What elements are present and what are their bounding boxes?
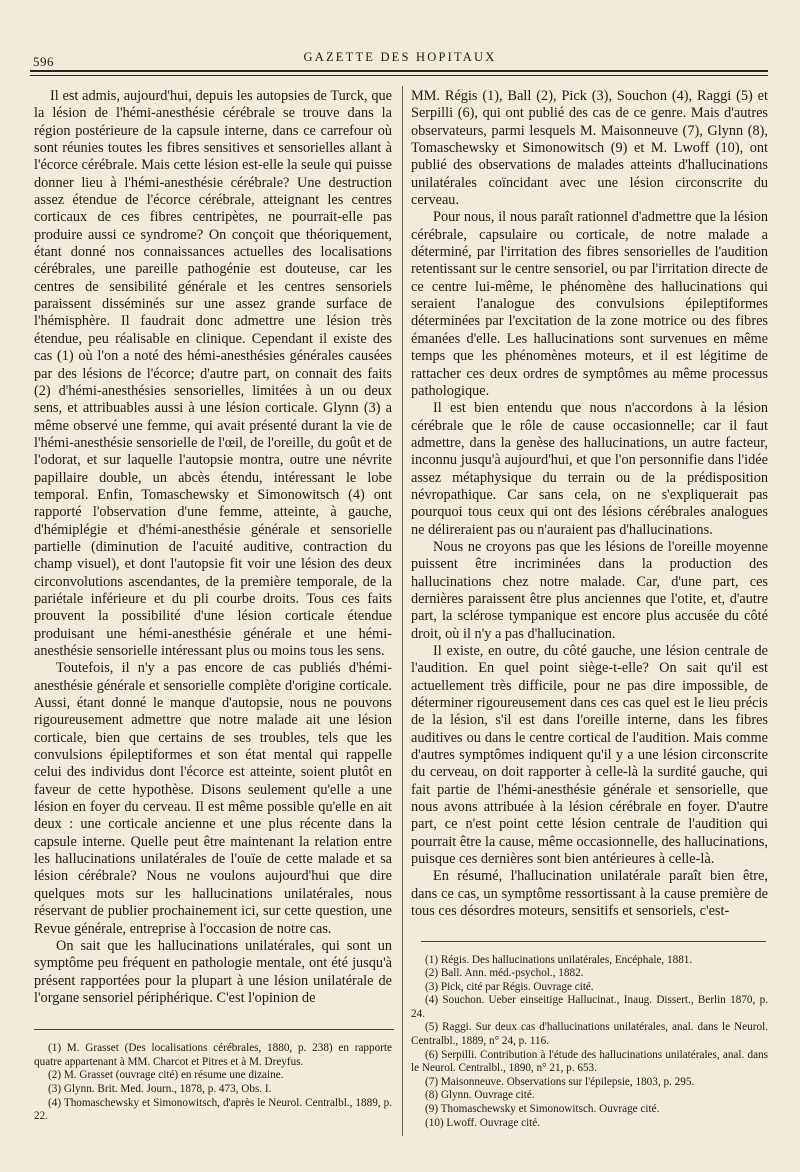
footnote: (9) Thomaschewsky et Simonowitsch. Ouvrage cité. [425,1103,660,1116]
footnote: (10) Lwoff. Ouvrage cité. [425,1116,541,1129]
paragraph: On sait que les hallucinations unilatérales, qui sont un symptôme peu fréquent en pathologie mentale, ont été jusqu'à présent rapportées pour la plupart à une lésion unilatérale de l'organe sensoriel périphérique. C'est l'opinion de [34,937,392,1006]
footnote: (7) Maisonneuve. Observations sur l'épilepsie, 1803, p. 295. [425,1075,695,1088]
footnote: (4) Souchon. Ueber einseitige Hallucinat., Inaug. Dissert., Berlin 1870, p. 24. [411,994,768,1020]
footnote: (3) Glynn. Brit. Med. Journ., 1878, p. 473, Obs. I. [48,1083,272,1095]
paragraph: Pour nous, il nous paraît rationnel d'admettre que la lésion cérébrale, capsulaire ou corticale, de notre malade a déterminé, par l'irritation des fibres sensorielles de l'audition retentissant sur le centre sensoriel, ou par l'irritation directe de ce centre lui-même, le phénomène des hallucinations qui seraient l'analogue des convulsions épileptiformes déterminées par l'excitation de la zone motrice ou des fibres émanées d'elle. Les hallucinations sont survenues en même temps que les phénomènes moteurs, et il est légitime de rattacher ces deux ordres de symptômes au même processus pathologique. [411,209,768,399]
paragraph: MM. Régis (1), Ball (2), Pick (3), Souchon (4), Raggi (5) et Serpilli (6), qui ont publié des cas de ce genre. Mais d'autres observateurs, parmi lesquels M. Maisonneuve (7), Glynn (8), Tomaschewsky et Simonowitsch (9) et M. Lwoff (10), ont publié des observations de malades atteints d'hallucinations unilatérales coïncidant avec une lésion circonscrite du cerveau. [411,88,768,209]
footnote: (5) Raggi. Sur deux cas d'hallucinations unilatérales, anal. dans le Neurol. Centralbl., 1889, n° 24, p. 116. [411,1021,768,1048]
right-body-text [411,88,768,921]
footnote: (2) Ball. Ann. méd.-psychol., 1882. [425,967,584,980]
right-column [411,88,768,1130]
paragraph: Il est admis, aujourd'hui, depuis les autopsies de Turck, que la lésion de l'hémi-anesthésie cérébrale se trouve dans la région postérieure de la capsule interne, dans ce carrefour où sont réunies toutes les fibres sensitives et sensorielles allant à l'écorce cérébrale. Mais cette lésion est-elle la seule qui puisse donner lieu à l'hémi-anesthésie cérébrale? Une destruction assez étendue de l'écorce cérébrale, atteignant les centres corticaux de ces fibres centripètes, ne pourrait-elle pas produire aussi ce syndrome? On conçoit que théoriquement, étant donné nos connaissances actuelles des localisations cérébrales, une pareille pathogénie est douteuse, car les centres de sensibilité générale et les centres sensoriels paraissent disséminés sur une assez grande surface de l'hémisphère. Il faudrait donc admettre une lésion très étendue, peu réalisable en clinique. Cependant il existe des cas (1) où l'on a noté des hémi-anesthésies générales causées par des lésions de l'écorce; d'autre part, on connait des faits (2) d'hémi-anesthésies sensorielles, limitées à un ou deux sens, et attribuables aussi à une lésion corticale. Glynn (3) a même observé une femme, qui avait présenté durant la vie de l'hémi-anesthésie sensorielle de l'œil, de l'oreille, du goût et de l'odorat, et sur laquelle l'autopsie montra, outre une névrite papillaire double, un abcès étendu, intéressant le lobe temporal. Enfin, Tomaschewsky et Simonowitsch (4) ont rapporté l'observation d'une femme, atteinte, à gauche, d'hémiplégie et d'hémi-anesthésie générale et sensorielle partielle (diminution de l'acuité auditive, contraction du champ visuel), et dont l'autopsie fit voir une lésion des deux circonvolutions ascendantes, de la première temporale, de la pariétale inférieure et du pli courbe droits. Tous ces faits prouvent la possibilité d'une lésion corticale étendue produisant une hémi-anesthésie générale et une hémi-anesthésie sensorielle intéressant plus ou moins tous les sens. [34,88,392,659]
footnote: (3) Pick, cité par Régis. Ouvrage cité. [425,980,594,993]
footnote: (1) Régis. Des hallucinations unilatérales, Encéphale, 1881. [425,953,693,966]
header-rule-thin [30,75,768,76]
column-divider [402,86,403,1136]
paragraph: Toutefois, il n'y a pas encore de cas publiés d'hémi-anesthésie générale et sensorielle complète d'origine corticale. Aussi, étant donné le manque d'autopsie, nous ne pouvons rigoureusement admettre que notre malade ait une lésion corticale, bien que certains de ses troubles, tels que les convulsions épileptiformes et son état mental qui rappelle celui des individus dont l'écorce est atteinte, soient plutôt en faveur de cette hypothèse. Disons seulement qu'elle a une lésion en foyer du cerveau. Il est même possible qu'elle en ait deux : une corticale ancienne et une plus récente dans la capsule interne. Quelle peut être maintenant la relation entre les hallucinations unilatérales de l'ouïe de cette malade et sa lésion cérébrale? Nous ne voulons aujourd'hui que dire quelques mots sur les hallucinations unilatérales, nous réservant de publier prochainement ici, sur cette question, une Revue générale, entreprise à l'occasion de notre cas. [34,660,392,937]
right-footnotes [411,954,768,1131]
paragraph: Nous ne croyons pas que les lésions de l'oreille moyenne puissent être incriminées dans la production des hallucinations chez notre malade. Car, d'une part, ces dernières paraissent être plus anciennes que l'otite, et, d'autre part, la sclérose tympanique est encore plus accusée du côté droit, où il n'y a pas d'hallucination. [411,538,768,642]
left-column [34,88,392,1124]
footnote-rule [421,941,766,942]
paragraph: En résumé, l'hallucination unilatérale paraît bien être, dans ce cas, un symptôme ressortissant à la cause première de tous ces désordres moteurs, sensitifs et sensoriels, c'est- [411,868,768,920]
footnote: (2) M. Grasset (ouvrage cité) en résume une dizaine. [48,1069,284,1082]
header-rule-thick [30,70,768,72]
footnote: (6) Serpilli. Contribution à l'étude des hallucinations unilatérales, anal. dans le Neurol. Centralbl., 1890, n° 21, p. 653. [411,1048,768,1075]
footnote-rule [34,1029,394,1030]
footnote: (1) M. Grasset (Des localisations cérébrales, 1880, p. 238) en rapporte quatre appartenant à MM. Charcot et Pitres et à M. Dreyfus. [34,1042,392,1068]
footnote: (4) Thomaschewsky et Simonowitsch, d'après le Neurol. Centralbl., 1889, p. 22. [34,1096,392,1123]
paragraph: Il est bien entendu que nous n'accordons à la lésion cérébrale que le rôle de cause occasionnelle; car il faut admettre, dans la genèse des hallucinations, un autre facteur, inconnu jusqu'à aujourd'hui, et que l'on personnifie dans l'idée assez métaphysique du terrain ou de la prédisposition névropathique. Car sans cela, on ne s'expliquerait pas pourquoi tous ceux qui ont des lésions cérébrales analogues ne délireraient pas ou n'auraient pas d'hallucinations. [411,400,768,538]
paragraph: Il existe, en outre, du côté gauche, une lésion centrale de l'audition. En quel point siège-t-elle? On sait qu'il est actuellement très difficile, pour ne pas dire impossible, de déterminer rigoureusement dans ces cas quel est le lieu précis de la lésion, s'il est dans l'oreille interne, dans les fibres auditives ou dans le centre cortical de l'audition. Mais comme d'autres symptômes indiquent qu'il y a une lésion circonscrite du cerveau, on doit rapporter à celle-là la surdité gauche, qui fait partie de l'hémi-anesthésie générale et sensorielle, que nous avons attribuée à la lésion cérébrale en foyer. D'autre part, ce n'est point cette lésion centrale de l'audition qui pourrait être la cause, même occasionnelle, des hallucinations, puisque ces dernières sont bien antérieures à celle-là. [411,643,768,868]
page-number: 596 [33,54,54,69]
running-title: GAZETTE DES HOPITAUX [303,50,497,64]
footnote: (8) Glynn. Ouvrage cité. [425,1089,535,1102]
left-footnotes [34,1042,392,1124]
left-body-text [34,88,392,1007]
